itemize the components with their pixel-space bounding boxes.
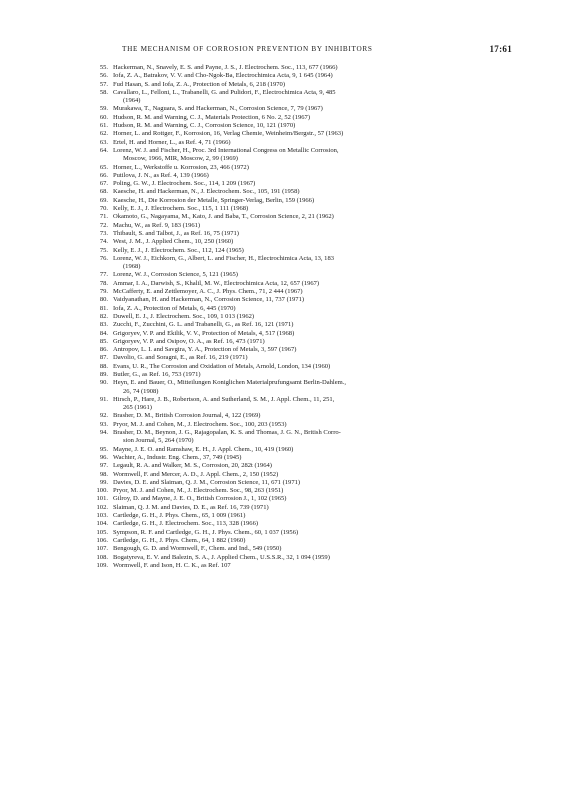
- reference-number: 107.: [96, 545, 108, 553]
- reference-item: [88, 147, 508, 164]
- reference-number: 70.: [99, 205, 108, 213]
- reference-number: 64.: [99, 146, 108, 154]
- reference-item: [88, 446, 508, 454]
- reference-number: 96.: [99, 453, 108, 461]
- reference-item: [88, 180, 508, 188]
- reference-text: Cavallaro, L., Felloni, L., Trabanelli, G. and Pulidori, F., Electrochimica Acta, 9, 485: [113, 88, 336, 96]
- reference-text: Butler, G., as Ref. 16, 753 (1971): [113, 370, 201, 378]
- reference-text: Duwell, E. J., J. Electrochem. Soc., 109, 1 013 (1962): [113, 312, 255, 320]
- reference-text: Gilroy, D. and Mayne, J. E. O., British Corrosion J., 1, 102 (1965): [113, 495, 287, 503]
- reference-item: [88, 545, 508, 553]
- reference-number: 60.: [99, 113, 108, 121]
- reference-text: Putilova, J. N., as Ref. 4, 139 (1966): [113, 171, 209, 179]
- reference-item: [88, 371, 508, 379]
- reference-item: [88, 255, 508, 272]
- reference-text: Thibault, S. and Talbot, J., as Ref. 16, 75 (1971): [113, 229, 239, 237]
- running-header: [122, 45, 512, 53]
- reference-number: 66.: [99, 171, 108, 179]
- reference-item: [88, 197, 508, 205]
- reference-text: McCafferty, E. and Zettlemoyer, A. C., J. Phys. Chem., 71, 2 444 (1967): [113, 288, 303, 296]
- reference-text: Hackerman, N., Snavely, E. S. and Payne, J. S., J. Electrochem. Soc., 113, 677 (1966): [113, 64, 338, 71]
- reference-item: [88, 429, 508, 446]
- reference-number: 82.: [99, 312, 108, 320]
- reference-text: Grigoryev, V. P. and Osipov, O. A., as Ref. 16, 473 (1971): [113, 337, 265, 345]
- reference-item: [88, 313, 508, 321]
- reference-text: (1964): [123, 97, 141, 105]
- reference-number: 99.: [99, 478, 108, 486]
- reference-number: 85.: [99, 337, 108, 345]
- reference-item: [88, 529, 508, 537]
- reference-text: (1968): [123, 263, 141, 271]
- reference-number: 75.: [99, 246, 108, 254]
- reference-number: 59.: [99, 105, 108, 113]
- reference-item: [88, 247, 508, 255]
- reference-text: Hirsch, P., Hare, J. B., Robertson, A. and Sutherland, S. M., J. Appl. Chem., 11, 251,: [113, 395, 335, 403]
- reference-item: [88, 280, 508, 288]
- reference-text: Cartledge, G. H., J. Phys. Chem., 65, 1 009 (1961): [113, 512, 246, 520]
- reference-text: sion Journal, 5, 264 (1970): [123, 437, 194, 445]
- reference-number: 76.: [99, 254, 108, 262]
- reference-number: 103.: [96, 512, 108, 520]
- reference-text: Kelly, E. J., J. Electrochem. Soc., 112, 124 (1965): [113, 246, 244, 254]
- reference-number: 69.: [99, 196, 108, 204]
- reference-text: Hudson, R. M. and Warning, C. J., Corrosion Science, 10, 121 (1970): [113, 122, 296, 130]
- reference-number: 62.: [99, 130, 108, 138]
- reference-number: 92.: [99, 412, 108, 420]
- reference-text: Bengough, G. D. and Wormwell, F., Chem. and Ind., 549 (1950): [113, 545, 282, 553]
- reference-number: 84.: [99, 329, 108, 337]
- reference-item: [88, 305, 508, 313]
- reference-number: 73.: [99, 229, 108, 237]
- reference-item: [88, 288, 508, 296]
- reference-text: Iofa, Z. A., Batrakov, V. V. and Cho-Ngok-Ba, Electrochimica Acta, 9, 1 645 (1964): [113, 72, 333, 80]
- reference-number: 80.: [99, 296, 108, 304]
- reference-text: Kaesche, H. and Hackerman, N., J. Electrochem. Soc., 105, 191 (1958): [113, 188, 300, 196]
- reference-text: Heyn, E. and Bauer, O., Mitteilungen Koniglichen Materialprufungsamt Berlin-Dahlem.,: [113, 379, 347, 387]
- reference-item: [88, 495, 508, 503]
- reference-number: 67.: [99, 180, 108, 188]
- reference-text: Pryor, M. J. and Cohen, M., J. Electrochem. Soc., 98, 263 (1951): [113, 487, 284, 495]
- reference-number: 94.: [99, 429, 108, 437]
- reference-item: [88, 504, 508, 512]
- reference-item: [88, 213, 508, 221]
- reference-text: Davolio, G. and Soragni, E., as Ref. 16, 219 (1971): [113, 354, 248, 362]
- reference-text: Hudson, R. M. and Warning, C. J., Materials Protection, 6 No. 2, 52 (1967): [113, 113, 311, 121]
- reference-number: 88.: [99, 362, 108, 370]
- reference-text: Wachter, A., Industr. Eng. Chem., 37, 749 (1945): [113, 453, 242, 461]
- reference-item: [88, 122, 508, 130]
- reference-text: Murakawa, T., Naguara, S. and Hackerman, N., Corrosion Science, 7, 79 (1967): [113, 105, 323, 113]
- reference-item: [88, 114, 508, 122]
- reference-number: 79.: [99, 288, 108, 296]
- reference-text: Horner, L., Werkstoffe u. Korrosion, 23, 466 (1972): [113, 163, 249, 171]
- reference-text: Wormwell, F. and Ison, H. C. K., as Ref. 107: [113, 561, 231, 569]
- reference-number: 74.: [99, 238, 108, 246]
- reference-text: Bogatyreva, E. V. and Balezin, S. A., J. Applied Chem., U.S.S.R., 32, 1 094 (1959): [113, 553, 330, 561]
- reference-item: [88, 81, 508, 89]
- reference-text: Mayne, J. E. O. and Ramshaw, E. H., J. Appl. Chem., 10, 419 (1960): [113, 445, 294, 453]
- reference-text: Fud Hasan, S. and Iofa, Z. A., Protection of Metals, 6, 218 (1970): [113, 80, 286, 88]
- reference-text: Iofa, Z. A., Protection of Metals, 6, 445 (1970): [113, 304, 236, 312]
- reference-item: [88, 520, 508, 528]
- reference-number: 95.: [99, 445, 108, 453]
- reference-number: 104.: [96, 520, 108, 528]
- reference-item: [88, 172, 508, 180]
- reference-item: [88, 271, 508, 279]
- reference-number: 91.: [99, 395, 108, 403]
- reference-text: Ertel, H. and Horner, L., as Ref. 4, 71 (1966): [113, 138, 231, 146]
- reference-number: 109.: [96, 561, 108, 569]
- reference-item: [88, 412, 508, 420]
- reference-item: [88, 454, 508, 462]
- reference-item: [88, 338, 508, 346]
- reference-number: 86.: [99, 346, 108, 354]
- reference-item: [88, 354, 508, 362]
- reference-text: Moscow, 1966, MIR, Moscow, 2, 99 (1969): [123, 155, 238, 163]
- reference-item: [88, 363, 508, 371]
- reference-text: 265 (1961): [123, 404, 152, 412]
- reference-text: Davies, D. E. and Slaiman, Q. J. M., Corrosion Science, 11, 671 (1971): [113, 478, 301, 486]
- reference-text: Lorenz, W. J. and Fischer, H., Proc. 3rd International Congress on Metallic Corrosion,: [113, 146, 339, 154]
- reference-text: Okamoto, G., Nagayama, M., Kato, J. and Baba, T., Corrosion Science, 2, 21 (1962): [113, 213, 334, 221]
- reference-item: [88, 379, 508, 396]
- reference-number: 98.: [99, 470, 108, 478]
- reference-item: [88, 562, 508, 570]
- reference-item: [88, 462, 508, 470]
- reference-number: 106.: [96, 536, 108, 544]
- reference-text: Grigoryev, V. P. and Ekilik, V. V., Protection of Metals, 4, 517 (1968): [113, 329, 295, 337]
- reference-text: 26, 74 (1908): [123, 387, 159, 395]
- reference-text: Ammar, I. A., Darwish, S., Khalil, M. W., Electrochimica Acta, 12, 657 (1967): [113, 279, 320, 287]
- reference-number: 87.: [99, 354, 108, 362]
- reference-text: Horner, L. and Rottger, F., Korrosion, 16, Verlag Chemie, Weinheim/Bergstr., 57 (1963): [113, 130, 344, 138]
- reference-item: [88, 471, 508, 479]
- reference-text: Poling, G. W., J. Electrochem. Soc., 114, 1 209 (1967): [113, 180, 256, 188]
- reference-number: 90.: [99, 379, 108, 387]
- reference-number: 55.: [99, 64, 108, 71]
- reference-item: [88, 230, 508, 238]
- reference-item: [88, 89, 508, 106]
- reference-number: 77.: [99, 271, 108, 279]
- reference-item: [88, 164, 508, 172]
- reference-item: [88, 296, 508, 304]
- reference-number: 93.: [99, 420, 108, 428]
- reference-text: Cartledge, G. H., J. Electrochem. Soc., 113, 328 (1966): [113, 520, 259, 528]
- reference-text: Cartledge, G. H., J. Phys. Chem., 64, 1 882 (1960): [113, 536, 246, 544]
- reference-number: 102.: [96, 503, 108, 511]
- reference-item: [88, 105, 508, 113]
- header-title: THE MECHANISM OF CORROSION PREVENTION BY INHIBITORS: [122, 45, 373, 53]
- reference-item: [88, 396, 508, 413]
- reference-number: 56.: [99, 72, 108, 80]
- reference-text: Evans, U. R., The Corrosion and Oxidation of Metals, Arnold, London, 134 (1960): [113, 362, 331, 370]
- reference-number: 65.: [99, 163, 108, 171]
- reference-item: [88, 537, 508, 545]
- reference-text: Machu, W., as Ref. 9, 183 (1961): [113, 221, 201, 229]
- reference-number: 81.: [99, 304, 108, 312]
- reference-item: [88, 421, 508, 429]
- reference-text: Sympson, R. F. and Cartledge, G. H., J. Phys. Chem., 60, 1 037 (1956): [113, 528, 299, 536]
- reference-text: Brasher, D. M., Beynon, J. G., Rajagopalan, K. S. and Thomas, J. G. N., British Corro-: [113, 429, 341, 437]
- reference-number: 58.: [99, 88, 108, 96]
- reference-number: 97.: [99, 462, 108, 470]
- reference-text: Kaesche, H., Die Korrosion der Metalle, Springer-Verlag, Berlin, 159 (1966): [113, 196, 315, 204]
- reference-number: 63.: [99, 138, 108, 146]
- reference-item: [88, 64, 508, 72]
- reference-item: [88, 238, 508, 246]
- reference-text: Zucchi, F., Zucchini, G. L. and Trabanelli, G., as Ref. 16, 121 (1971): [113, 321, 294, 329]
- page-number: 17:61: [489, 44, 512, 54]
- reference-text: Pryor, M. J. and Cohen, M., J. Electrochem. Soc., 100, 203 (1953): [113, 420, 287, 428]
- reference-item: [88, 512, 508, 520]
- reference-number: 89.: [99, 370, 108, 378]
- reference-number: 83.: [99, 321, 108, 329]
- reference-item: [88, 72, 508, 80]
- reference-item: [88, 139, 508, 147]
- reference-list: [88, 64, 508, 570]
- reference-item: [88, 479, 508, 487]
- reference-text: Legault, R. A. and Walker, M. S., Corrosion, 20, 282t (1964): [113, 462, 272, 470]
- reference-text: Slaiman, Q. J. M. and Davies, D. E., as Ref. 16, 739 (1971): [113, 503, 269, 511]
- reference-text: Vaidyanathan, H. and Hackerman, N., Corrosion Science, 11, 737 (1971): [113, 296, 305, 304]
- reference-item: [88, 130, 508, 138]
- reference-number: 72.: [99, 221, 108, 229]
- reference-number: 108.: [96, 553, 108, 561]
- reference-item: [88, 330, 508, 338]
- reference-item: [88, 487, 508, 495]
- reference-item: [88, 205, 508, 213]
- reference-item: [88, 188, 508, 196]
- reference-text: Brasher, D. M., British Corrosion Journal, 4, 122 (1969): [113, 412, 261, 420]
- reference-text: Lorenz, W. J., Eichkorn, G., Albert, L. and Fischer, H., Electrochimica Acta, 13, 183: [113, 254, 335, 262]
- reference-number: 71.: [99, 213, 108, 221]
- reference-text: Kelly, E. J., J. Electrochem. Soc., 115, 1 111 (1968): [113, 205, 249, 213]
- reference-text: Antropov, L. I. and Savgira, Y. A., Protection of Metals, 3, 597 (1967): [113, 346, 297, 354]
- reference-text: Lorenz, W. J., Corrosion Science, 5, 121 (1965): [113, 271, 238, 279]
- reference-number: 68.: [99, 188, 108, 196]
- reference-item: [88, 321, 508, 329]
- reference-number: 100.: [96, 487, 108, 495]
- reference-number: 105.: [96, 528, 108, 536]
- reference-number: 61.: [99, 122, 108, 130]
- reference-number: 101.: [96, 495, 108, 503]
- reference-number: 57.: [99, 80, 108, 88]
- reference-text: Wormwell, F. and Mercer, A. D., J. Appl. Chem., 2, 150 (1952): [113, 470, 279, 478]
- reference-text: West, J. M., J. Applied Chem., 10, 250 (1960): [113, 238, 234, 246]
- reference-item: [88, 554, 508, 562]
- reference-item: [88, 346, 508, 354]
- reference-item: [88, 222, 508, 230]
- reference-number: 78.: [99, 279, 108, 287]
